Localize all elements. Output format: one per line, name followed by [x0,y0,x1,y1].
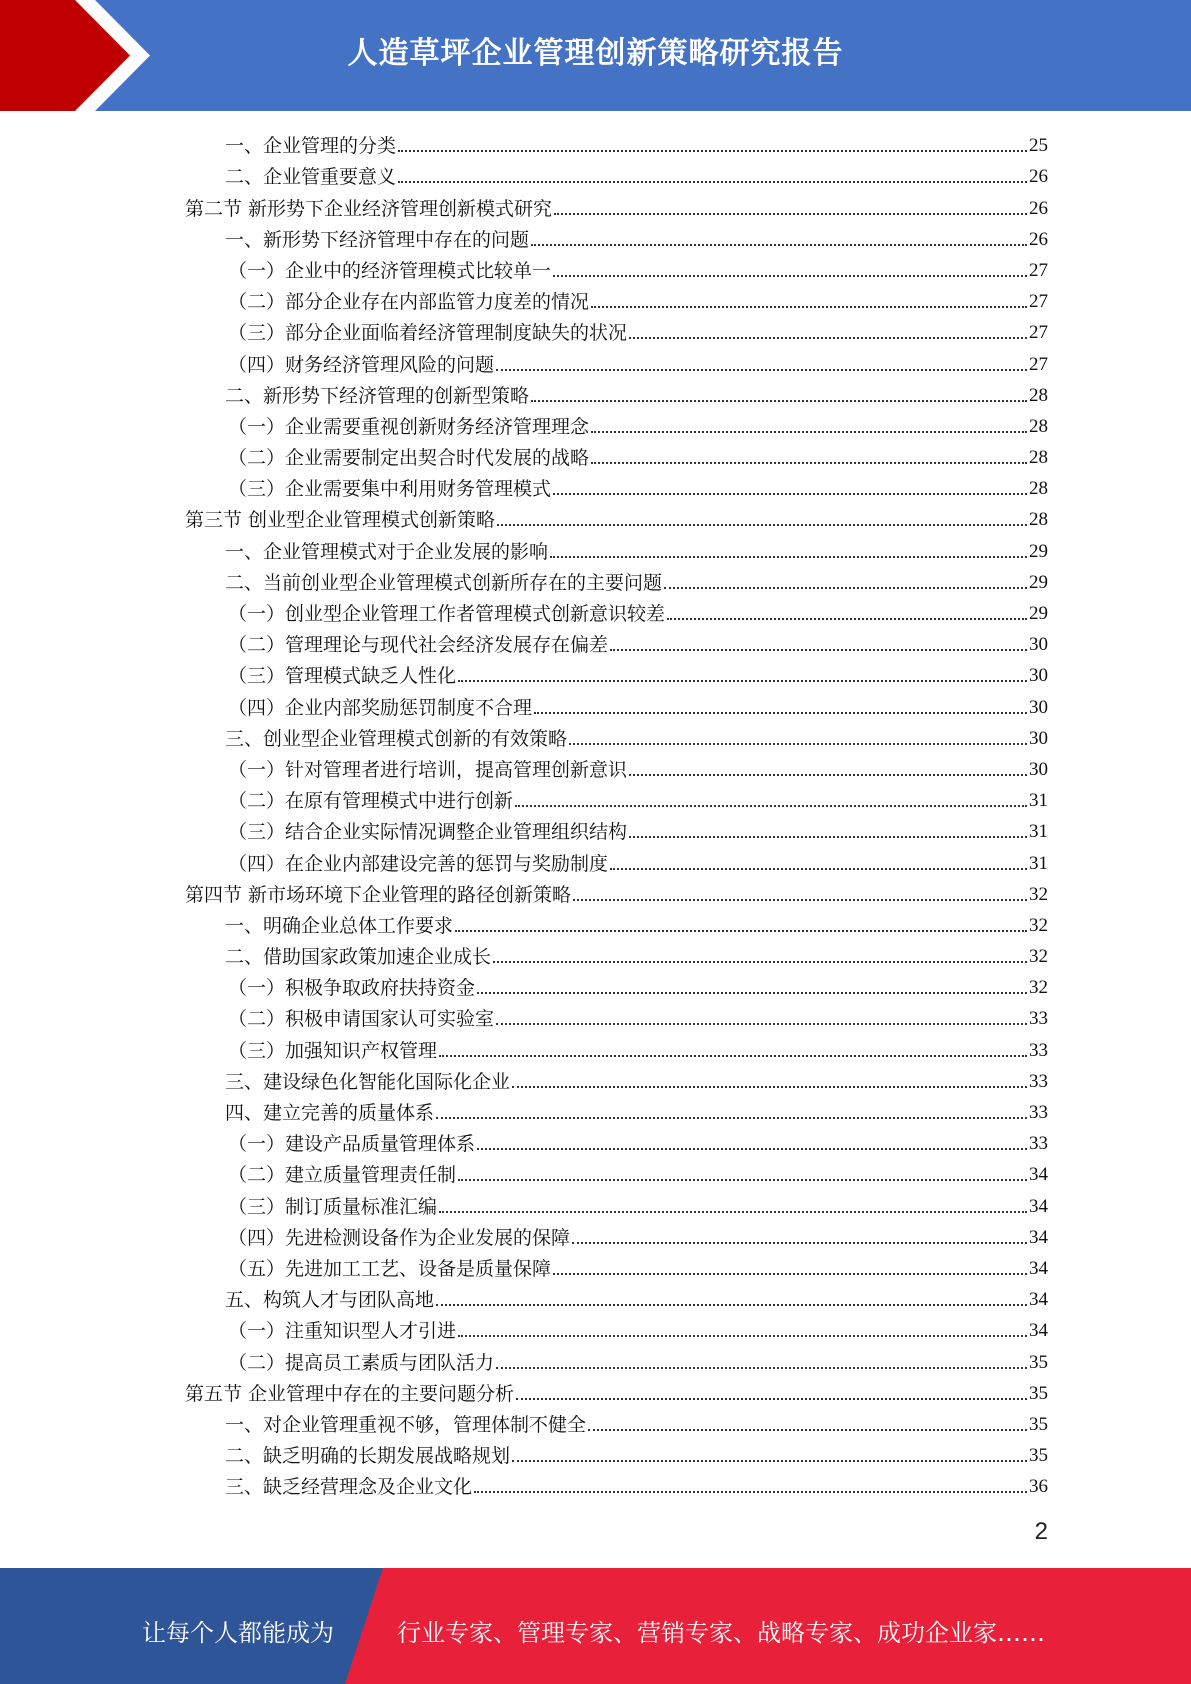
toc-dot-leader [553,1273,1027,1275]
toc-entry-page: 34 [1029,1320,1048,1342]
toc-dot-leader [629,774,1027,776]
toc-dot-leader [477,1148,1027,1150]
toc-entry[interactable] [185,1313,1048,1344]
footer-slogan-left: 让每个人都能成为 [142,1619,334,1647]
toc-entry[interactable] [185,658,1048,689]
toc-entry[interactable] [185,1095,1048,1126]
toc-entry-title: （一）创业型企业管理工作者管理模式创新意识较差 [228,603,666,625]
toc-dot-leader [474,1491,1027,1493]
toc-dot-leader [436,1304,1027,1306]
toc-entry-page: 26 [1029,197,1048,219]
toc-dot-leader [512,1460,1027,1462]
toc-dot-leader [477,992,1027,994]
toc-entry-page: 27 [1029,322,1048,344]
toc-entry-title: 一、企业管理模式对于企业发展的影响 [225,540,549,563]
toc-dot-leader [512,1086,1027,1088]
header-banner [0,0,1191,111]
toc-dot-leader [497,524,1027,526]
toc-dot-leader [439,1055,1027,1057]
toc-entry[interactable] [185,284,1048,315]
toc-entry-page: 33 [1029,1133,1048,1155]
toc-entry[interactable] [185,565,1048,596]
toc-entry-title: （三）企业需要集中利用财务管理模式 [228,478,552,501]
toc-entry-page: 36 [1029,1476,1048,1498]
toc-entry-title: （一）针对管理者进行培训，提高管理创新意识 [228,758,628,781]
toc-entry-page: 34 [1029,1226,1048,1248]
toc-entry-title: （五）先进加工工艺、设备是质量保障 [228,1257,552,1280]
toc-entry[interactable] [185,1001,1048,1032]
toc-dot-leader [610,649,1027,651]
toc-entry[interactable] [185,1220,1048,1251]
toc-entry[interactable] [185,845,1048,876]
toc-entry-page: 35 [1029,1351,1048,1373]
toc-entry-page: 33 [1029,1008,1048,1030]
toc-entry-page: 28 [1029,384,1048,406]
toc-dot-leader [664,587,1027,589]
toc-entry-title: 一、明确企业总体工作要求 [225,914,454,937]
toc-entry-title: 一、企业管理的分类 [225,135,397,158]
toc-entry-title: 二、借助国家政策加速企业成长 [225,946,492,969]
toc-dot-leader [610,868,1027,870]
toc-dot-leader [398,181,1027,183]
toc-dot-leader [493,961,1027,963]
toc-dot-leader [591,462,1027,464]
toc-entry[interactable] [185,939,1048,970]
toc-entry-title: （二）部分企业存在内部监管力度差的情况 [228,291,590,314]
toc-entry-page: 28 [1029,415,1048,437]
toc-dot-leader [591,306,1027,308]
toc-dot-leader [572,1242,1027,1244]
toc-entry-page: 33 [1029,1039,1048,1061]
toc-entry[interactable] [185,222,1048,253]
toc-entry-page: 32 [1029,883,1048,905]
toc-entry-title: 二、当前创业型企业管理模式创新所存在的主要问题 [225,571,663,594]
toc-entry[interactable] [185,533,1048,564]
toc-entry-title: 第五节 企业管理中存在的主要问题分析 [185,1382,515,1405]
toc-dot-leader [439,1211,1027,1213]
toc-entry-title: （三）部分企业面临着经济管理制度缺失的状况 [228,322,628,345]
toc-entry[interactable] [185,1344,1048,1375]
toc-entry[interactable] [185,596,1048,627]
toc-entry-title: （四）在企业内部建设完善的惩罚与奖励制度 [228,852,609,875]
document-title: 人造草坪企业管理创新策略研究报告 [347,36,844,71]
toc-dot-leader [569,743,1027,745]
toc-entry-page: 35 [1029,1445,1048,1467]
toc-dot-leader [591,431,1027,433]
toc-entry-title: 二、缺乏明确的长期发展战略规划 [225,1445,511,1468]
toc-entry[interactable] [185,1469,1048,1500]
toc-dot-leader [553,493,1027,495]
toc-entry[interactable] [185,253,1048,284]
toc-entry[interactable] [185,1126,1048,1157]
toc-entry-title: （一）企业需要重视创新财务经济管理理念 [228,415,590,438]
footer-slogan-right: 行业专家、管理专家、营销专家、战略专家、成功企业家…… [397,1619,1045,1647]
toc-entry[interactable] [185,970,1048,1001]
toc-entry-page: 35 [1029,1413,1048,1435]
toc-entry[interactable] [185,1064,1048,1095]
toc-entry-title: （四）企业内部奖励惩罚制度不合理 [228,696,533,719]
toc-entry[interactable] [185,783,1048,814]
toc-entry-page: 30 [1029,634,1048,656]
toc-dot-leader [458,1335,1027,1337]
toc-dot-leader [553,275,1027,277]
toc-entry-page: 29 [1029,603,1048,624]
toc-entry-title: （一）注重知识型人才引进 [228,1320,457,1343]
toc-entry-page: 27 [1029,291,1048,313]
toc-entry-title: （一）企业中的经济管理模式比较单一 [228,259,552,282]
toc-dot-leader [629,337,1027,339]
toc-entry-page: 32 [1029,914,1048,936]
toc-entry-page: 34 [1029,1164,1048,1186]
toc-entry[interactable] [185,1032,1048,1063]
toc-entry-page: 30 [1029,665,1048,687]
toc-entry-page: 35 [1029,1382,1048,1404]
toc-entry-title: （四）先进检测设备作为企业发展的保障 [228,1226,571,1249]
toc-entry[interactable] [185,877,1048,908]
toc-entry-page: 27 [1029,259,1048,281]
toc-dot-leader [516,1398,1027,1400]
toc-entry[interactable] [185,689,1048,720]
footer-banner [0,1568,1191,1684]
toc-entry-page: 29 [1029,540,1048,562]
toc-entry[interactable] [185,128,1048,159]
toc-entry-page: 34 [1029,1257,1048,1279]
toc-dot-leader [573,899,1027,901]
toc-entry[interactable] [185,908,1048,939]
toc-dot-leader [629,836,1027,838]
toc-entry-page: 29 [1029,571,1048,593]
toc-dot-leader [667,618,1027,620]
toc-entry-page: 28 [1029,509,1048,531]
toc-entry[interactable] [185,378,1048,409]
page-number: 2 [1034,1518,1048,1545]
toc-entry[interactable] [185,1282,1048,1313]
toc-entry-title: 二、企业管重要意义 [225,166,397,189]
toc-entry[interactable] [185,1157,1048,1188]
toc-entry[interactable] [185,315,1048,346]
toc-entry-title: （二）企业需要制定出契合时代发展的战略 [228,447,590,470]
toc-dot-leader [588,1429,1027,1431]
toc-entry-page: 33 [1029,1102,1048,1123]
toc-entry-page: 30 [1029,758,1048,780]
toc-entry-page: 30 [1029,696,1048,718]
toc-entry-title: （三）结合企业实际情况调整企业管理组织结构 [228,821,628,844]
toc-entry[interactable] [185,1376,1048,1407]
toc-dot-leader [554,213,1027,215]
toc-dot-leader [496,1367,1027,1369]
toc-entry-page: 34 [1029,1195,1048,1217]
toc-dot-leader [531,244,1027,246]
toc-entry[interactable] [185,814,1048,845]
toc-dot-leader [398,150,1027,152]
toc-entry-title: （一）建设产品质量管理体系 [228,1133,476,1156]
toc-entry-title: （二）在原有管理模式中进行创新 [228,790,514,813]
toc-entry-page: 25 [1029,135,1048,157]
toc-entry-page: 31 [1029,821,1048,843]
toc-entry[interactable] [185,721,1048,752]
toc-entry-page: 32 [1029,946,1048,968]
toc-entry[interactable] [185,440,1048,471]
toc-entry[interactable] [185,190,1048,221]
toc-entry-title: 三、创业型企业管理模式创新的有效策略 [225,727,568,750]
toc-entry-title: （一）积极争取政府扶持资金 [228,977,476,1000]
toc-entry-title: 三、建设绿色化智能化国际化企业 [225,1070,511,1093]
toc-entry-page: 31 [1029,852,1048,874]
toc-entry[interactable] [185,409,1048,440]
toc-entry[interactable] [185,1407,1048,1438]
toc-entry-title: （二）建立质量管理责任制 [228,1164,457,1187]
toc-entry-title: 二、新形势下经济管理的创新型策略 [225,384,530,407]
toc-entry[interactable] [185,1251,1048,1282]
toc-dot-leader [436,1117,1027,1119]
toc-entry-title: （二）积极申请国家认可实验室 [228,1008,495,1031]
toc-entry-title: 一、对企业管理重视不够，管理体制不健全 [225,1413,587,1436]
toc-entry-page: 31 [1029,790,1048,812]
toc-entry[interactable] [185,1438,1048,1469]
toc-entry-title: （三）加强知识产权管理 [228,1039,438,1062]
toc-dot-leader [496,369,1027,371]
toc-entry-title: 五、构筑人才与团队高地 [225,1289,435,1312]
toc-entry-title: 第三节 创业型企业管理模式创新策略 [185,509,496,532]
toc-dot-leader [458,1179,1027,1181]
toc-entry-title: （三）制订质量标准汇编 [228,1195,438,1218]
toc-entry-title: 第四节 新市场环境下企业管理的路径创新策略 [185,883,572,906]
toc-dot-leader [458,680,1027,682]
toc-dot-leader [515,805,1027,807]
toc-entry-title: （二）管理理论与现代社会经济发展存在偏差 [228,634,609,657]
toc-dot-leader [534,712,1027,714]
toc-dot-leader [550,556,1027,558]
toc-dot-leader [496,1023,1027,1025]
toc-entry-page: 32 [1029,977,1048,999]
toc-entry-page: 33 [1029,1070,1048,1092]
toc-entry-page: 30 [1029,727,1048,749]
toc-entry[interactable] [185,346,1048,377]
toc-entry-title: （二）提高员工素质与团队活力 [228,1351,495,1374]
toc-dot-leader [531,400,1027,402]
table-of-contents [185,128,1048,1500]
toc-entry-page: 28 [1029,447,1048,469]
toc-entry-title: 第二节 新形势下企业经济管理创新模式研究 [185,197,553,220]
toc-entry-title: 三、缺乏经营理念及企业文化 [225,1476,473,1499]
toc-entry[interactable] [185,752,1048,783]
toc-dot-leader [455,930,1027,932]
toc-entry[interactable] [185,471,1048,502]
toc-entry-title: 四、建立完善的质量体系 [225,1102,435,1124]
toc-entry-page: 26 [1029,228,1048,250]
toc-entry[interactable] [185,502,1048,533]
toc-entry-page: 28 [1029,478,1048,500]
toc-entry-title: （三）管理模式缺乏人性化 [228,665,457,688]
toc-entry[interactable] [185,627,1048,658]
toc-entry[interactable] [185,1188,1048,1219]
toc-entry[interactable] [185,159,1048,190]
toc-entry-page: 34 [1029,1289,1048,1311]
toc-entry-title: 一、新形势下经济管理中存在的问题 [225,228,530,251]
toc-entry-page: 27 [1029,353,1048,375]
toc-entry-title: （四）财务经济管理风险的问题 [228,353,495,376]
toc-entry-page: 26 [1029,166,1048,188]
